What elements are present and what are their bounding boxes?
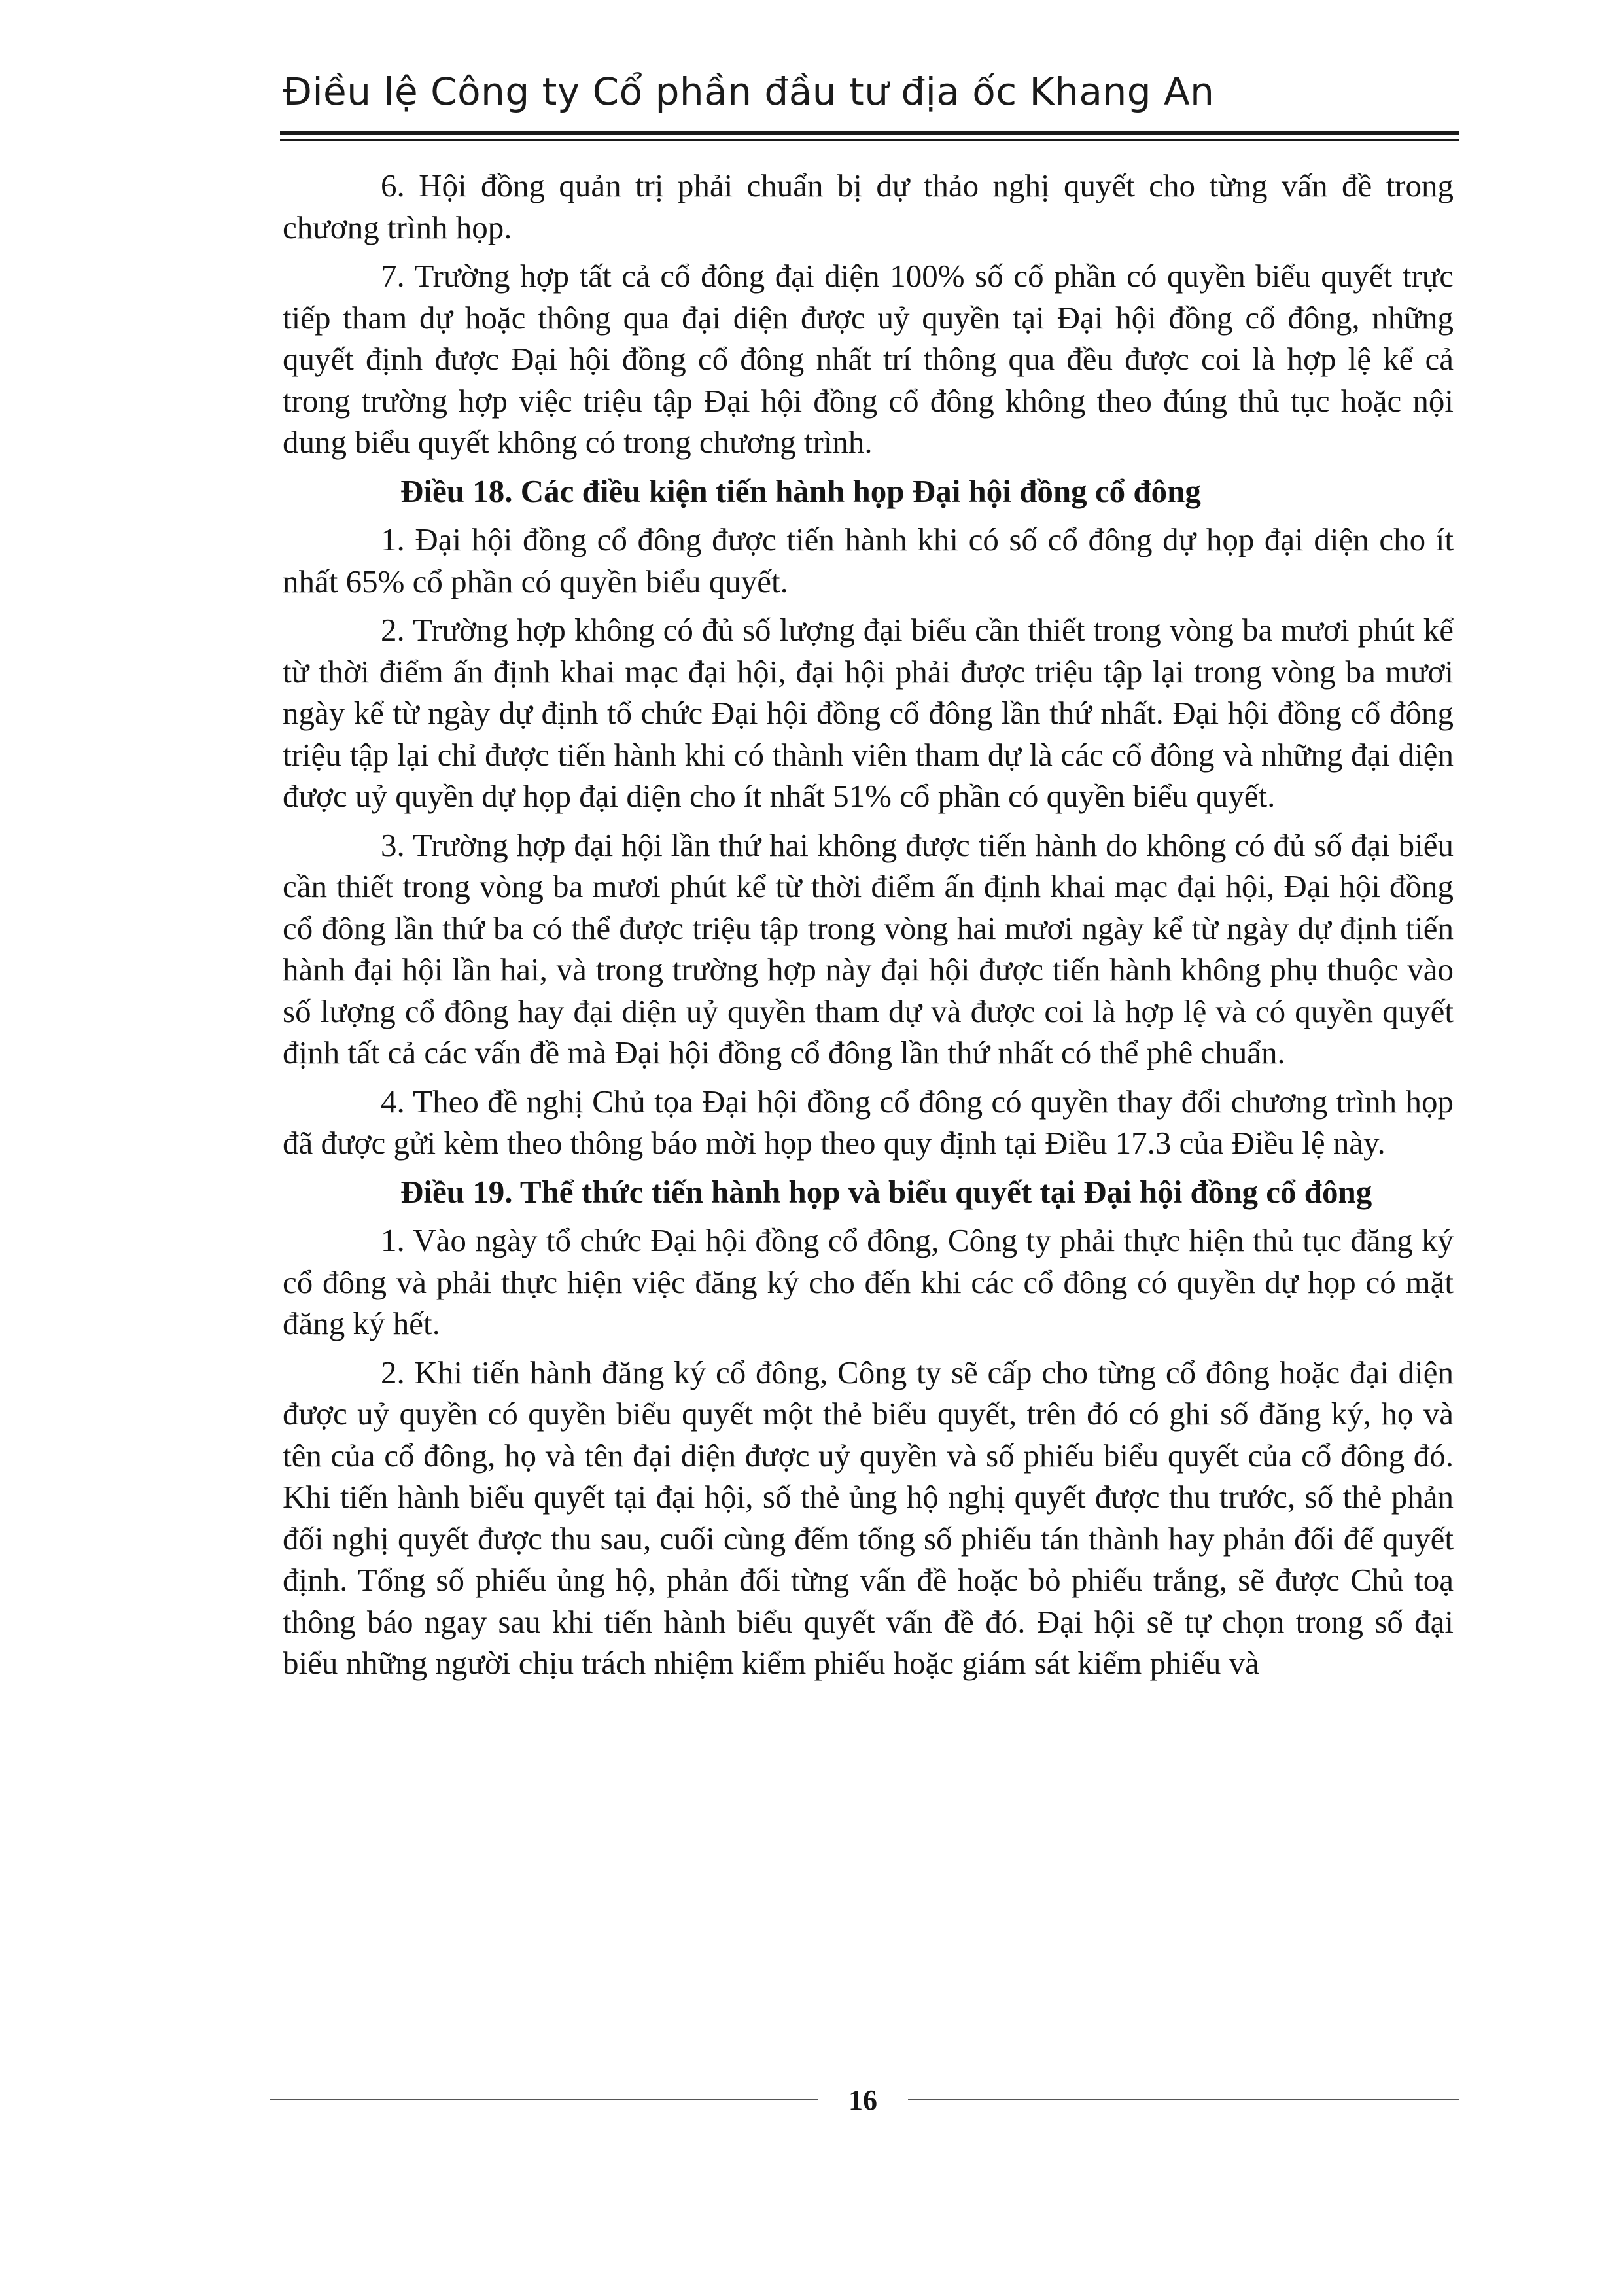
page-number: 16 <box>848 2084 877 2116</box>
paragraph-7-unanimous-decisions: 7. Trường hợp tất cả cổ đông đại diện 100% số cổ phần có quyền biểu quyết trực tiếp tham dự hoặc thông qua đại diện được uỷ quyền tại Đại hội đồng cổ đông, những quyết định được Đại hội đồng cổ đông nhất trí thông qua đều được coi là hợp lệ kể cả trong trường hợp việc triệu tập Đại hội đồng cổ đông không theo đúng thủ tục hoặc nội dung biểu quyết không có trong chương trình. <box>283 258 1454 460</box>
article-19-clause-1: 1. Vào ngày tổ chức Đại hội đồng cổ đông, Công ty phải thực hiện thủ tục đăng ký cổ đông và phải thực hiện việc đăng ký cho đến khi các cổ đông có quyền dự họp có mặt đăng ký hết. <box>283 1222 1454 1341</box>
article-18-clause-4: 4. Theo đề nghị Chủ tọa Đại hội đồng cổ đông có quyền thay đổi chương trình họp đã được gửi kèm theo thông báo mời họp theo quy định tại Điều 17.3 của Điều lệ này. <box>283 1083 1454 1161</box>
page-header-title: Điều lệ Công ty Cổ phần đầu tư địa ốc Khang An <box>283 69 1215 114</box>
document-body <box>283 165 1454 1691</box>
footer-rule-right <box>908 2099 1459 2100</box>
header-rule-thick <box>280 131 1459 135</box>
article-18-clause-1: 1. Đại hội đồng cổ đông được tiến hành khi có số cổ đông dự họp đại diện cho ít nhất 65% cổ phần có quyền biểu quyết. <box>283 521 1454 599</box>
article-18-clause-3: 3. Trường hợp đại hội lần thứ hai không được tiến hành do không có đủ số đại biểu cần thiết trong vòng ba mươi phút kể từ thời điểm ấn định khai mạc đại hội, Đại hội đồng cổ đông lần thứ ba có thể được triệu tập trong vòng hai mươi ngày kể từ ngày dự định tiến hành đại hội lần hai, và trong trường hợp này đại hội được tiến hành không phụ thuộc vào số lượng cổ đông hay đại diện uỷ quyền tham dự và được coi là hợp lệ và có quyền quyết định tất cả các vấn đề mà Đại hội đồng cổ đông lần thứ nhất có thể phê chuẩn. <box>283 826 1454 1070</box>
article-18-heading: Điều 18. Các điều kiện tiến hành họp Đại hội đồng cổ đông <box>400 472 1201 509</box>
article-18-clause-2: 2. Trường hợp không có đủ số lượng đại biểu cần thiết trong vòng ba mươi phút kể từ thời điểm ấn định khai mạc đại hội, đại hội phải được triệu tập lại trong vòng ba mươi ngày kể từ ngày dự định tổ chức Đại hội đồng cổ đông lần thứ nhất. Đại hội đồng cổ đông triệu tập lại chỉ được tiến hành khi có thành viên tham dự là các cổ đông và những đại diện được uỷ quyền dự họp đại diện cho ít nhất 51% cổ phần có quyền biểu quyết. <box>283 612 1454 814</box>
article-19-clause-2: 2. Khi tiến hành đăng ký cổ đông, Công ty sẽ cấp cho từng cổ đông hoặc đại diện được uỷ quyền có quyền biểu quyết một thẻ biểu quyết, trên đó có ghi số đăng ký, họ và tên của cổ đông, họ và tên đại diện được uỷ quyền và số phiếu biểu quyết của cổ đông đó. Khi tiến hành biểu quyết tại đại hội, số thẻ ủng hộ nghị quyết được thu trước, số thẻ phản đối nghị quyết được thu sau, cuối cùng đếm tổng số phiếu tán thành hay phản đối để quyết định. Tổng số phiếu ủng hộ, phản đối từng vấn đề hoặc bỏ phiếu trắng, sẽ được Chủ toạ thông báo ngay sau khi tiến hành biểu quyết vấn đề đó. Đại hội sẽ tự chọn trong số đại biểu những người chịu trách nhiệm kiểm phiếu hoặc giám sát kiểm phiếu và <box>283 1354 1454 1681</box>
footer-rule-left <box>270 2099 818 2100</box>
paragraph-6-draft-resolutions: 6. Hội đồng quản trị phải chuẩn bị dự thảo nghị quyết cho từng vấn đề trong chương trình họp. <box>283 168 1454 245</box>
header-rule-thin <box>280 139 1459 141</box>
article-19-heading: Điều 19. Thể thức tiến hành họp và biểu quyết tại Đại hội đồng cổ đông <box>400 1173 1372 1210</box>
